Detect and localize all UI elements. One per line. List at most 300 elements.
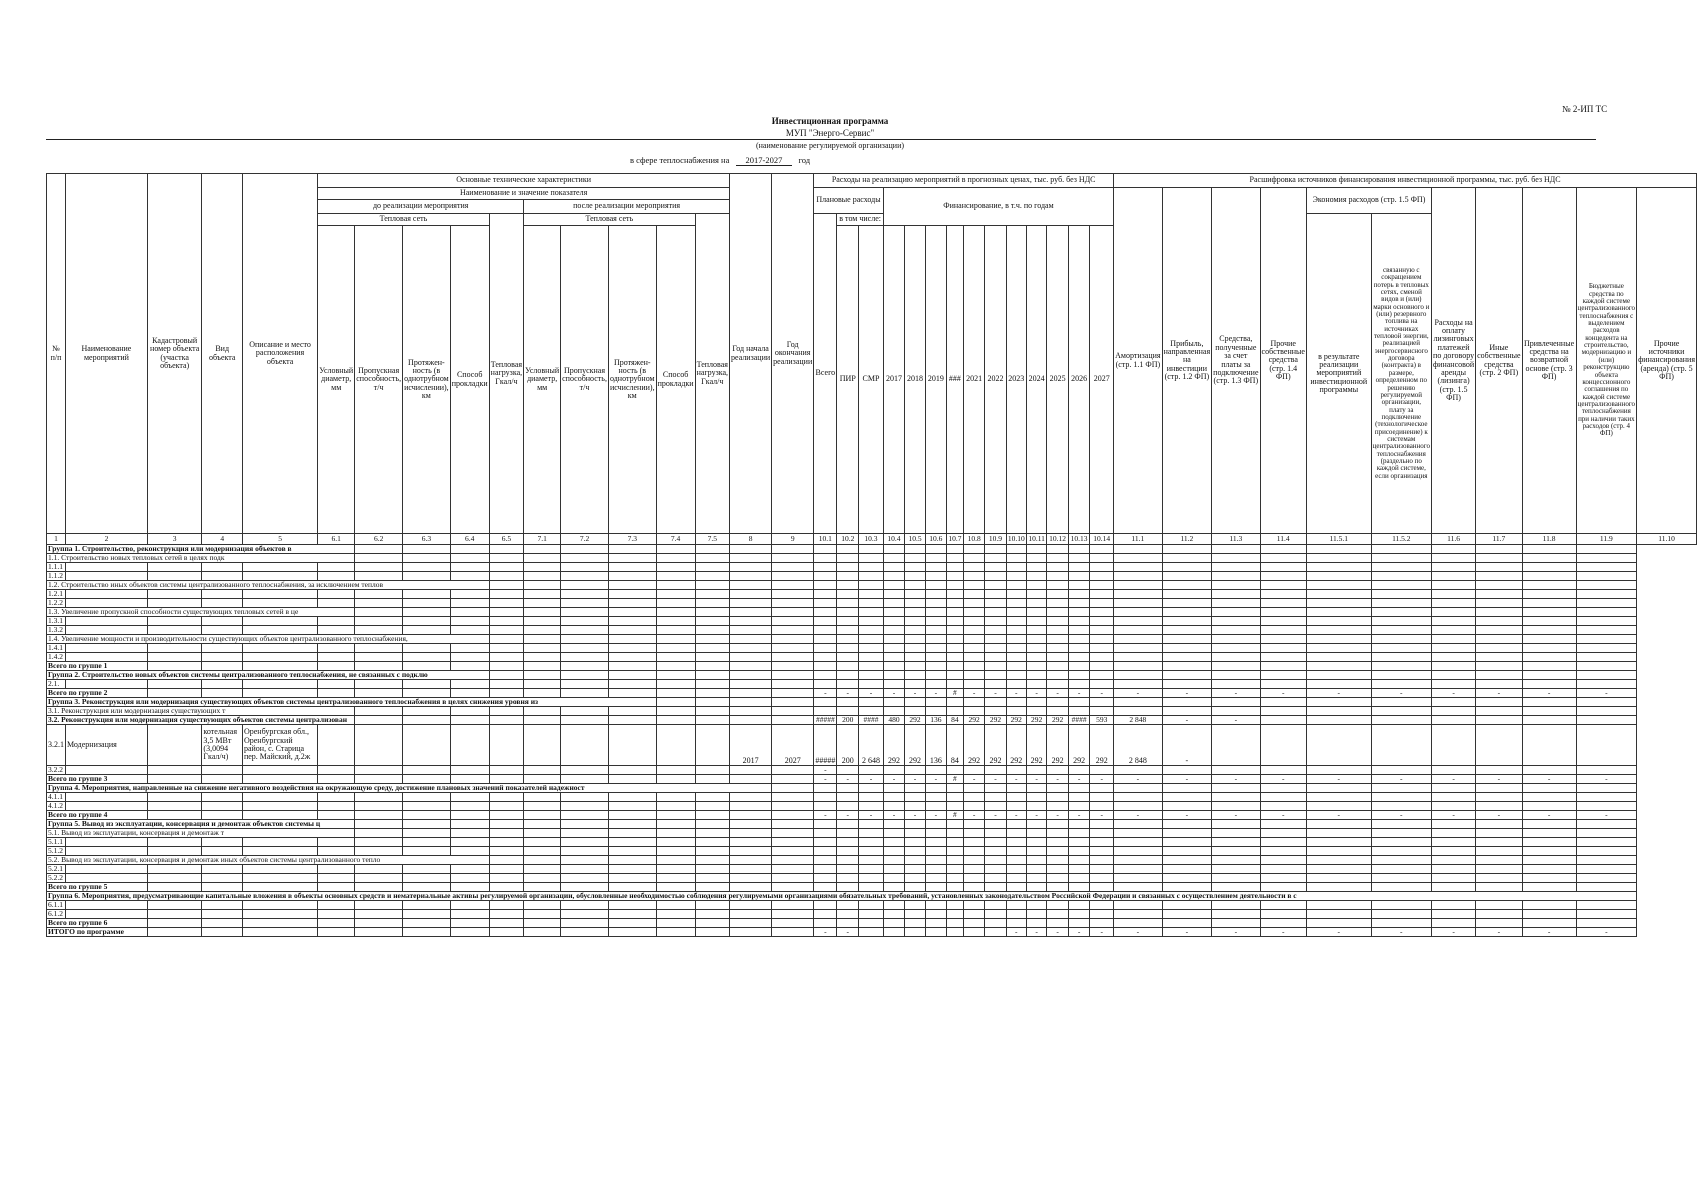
row-cell — [561, 572, 609, 581]
row-cell — [147, 793, 202, 802]
row-cell — [608, 883, 656, 892]
row-cell — [1114, 838, 1162, 847]
row-cell — [403, 838, 451, 847]
row-cell — [859, 883, 884, 892]
row-cell — [1114, 829, 1162, 838]
row-cell — [656, 626, 695, 635]
row-label: 3.1. Реконструкция или модернизация существующих т — [47, 707, 355, 716]
row-cell — [814, 626, 837, 635]
row-cell — [608, 865, 656, 874]
row-cell — [1432, 865, 1476, 874]
row-cell — [450, 901, 489, 910]
table-row — [47, 820, 1697, 829]
row-cell — [1260, 608, 1306, 617]
row-cell — [985, 590, 1006, 599]
row-cell — [561, 793, 609, 802]
row-cell — [925, 581, 946, 590]
column-number: 6.3 — [403, 534, 451, 545]
row-cell — [925, 784, 946, 793]
row-cell — [837, 617, 859, 626]
row-cell — [318, 811, 355, 820]
row-cell — [1162, 572, 1212, 581]
row-cell — [772, 563, 814, 572]
row-cell — [985, 644, 1006, 653]
row-cell — [1576, 545, 1637, 554]
row-cell — [925, 766, 946, 775]
header-year-8: 2025 — [1047, 226, 1069, 534]
row-cell — [450, 572, 489, 581]
row-cell — [1522, 865, 1576, 874]
table-row — [47, 653, 1697, 662]
row-cell — [1162, 883, 1212, 892]
row-cell: - — [1212, 928, 1260, 937]
row-cell — [608, 775, 656, 784]
table-row — [47, 811, 1697, 820]
header-borrowed: Привлеченные средства на возвратной основе (стр. 3 ФП) — [1522, 188, 1576, 534]
row-cell — [1306, 635, 1371, 644]
row-cell — [1047, 874, 1069, 883]
row-cell: - — [1026, 689, 1046, 698]
row-cell — [1026, 572, 1046, 581]
row-cell — [561, 590, 609, 599]
row-cell — [695, 883, 729, 892]
row-cell — [1212, 554, 1260, 563]
row-cell — [524, 599, 561, 608]
row-cell — [1576, 554, 1637, 563]
title-underline — [46, 139, 1596, 140]
row-cell: - — [1212, 811, 1260, 820]
row-cell — [695, 775, 729, 784]
row-cell — [946, 793, 963, 802]
row-cell — [1162, 671, 1212, 680]
row-cell: 292 — [964, 725, 985, 766]
row-cell — [1432, 680, 1476, 689]
row-cell — [1371, 563, 1431, 572]
row-cell — [1006, 599, 1026, 608]
row-cell — [608, 653, 656, 662]
row-cell: 292 — [1006, 716, 1026, 725]
row-cell — [318, 847, 355, 856]
row-cell — [1068, 847, 1090, 856]
row-cell — [489, 680, 523, 689]
row-cell: - — [1260, 689, 1306, 698]
row-label: 5.1. Вывод из эксплуатации, консервация и демонтаж т — [47, 829, 355, 838]
row-cell — [1260, 874, 1306, 883]
row-cell — [883, 581, 904, 590]
row-cell — [695, 829, 729, 838]
row-cell — [883, 910, 904, 919]
row-cell — [946, 572, 963, 581]
row-cell — [946, 644, 963, 653]
row-cell — [905, 617, 926, 626]
row-cell — [1522, 653, 1576, 662]
row-cell — [1006, 865, 1026, 874]
row-cell — [489, 608, 523, 617]
row-cell — [837, 581, 859, 590]
row-cell — [1026, 802, 1046, 811]
row-cell — [1371, 572, 1431, 581]
row-cell — [403, 820, 451, 829]
row-cell: 292 — [905, 725, 926, 766]
row-cell — [1006, 617, 1026, 626]
row-cell — [814, 865, 837, 874]
row-cell — [946, 680, 963, 689]
row-cell — [403, 653, 451, 662]
row-cell — [202, 653, 243, 662]
row-cell — [561, 626, 609, 635]
row-cell — [66, 599, 148, 608]
row-cell — [1047, 599, 1069, 608]
row-cell — [730, 838, 772, 847]
row-cell — [403, 689, 451, 698]
row-cell — [772, 919, 814, 928]
row-cell — [608, 874, 656, 883]
row-cell — [1006, 608, 1026, 617]
row-cell — [925, 847, 946, 856]
row-cell — [1476, 838, 1522, 847]
row-label: 1.1. Строительство новых тепловых сетей в целях подк — [47, 554, 355, 563]
header-lease: Расходы на оплату лизинговых платежей по договору финансовой аренды (лизинга) (стр. 1.5 ФП) — [1432, 188, 1476, 534]
row-cell — [730, 856, 772, 865]
table-row — [47, 563, 1697, 572]
table-row — [47, 698, 1697, 707]
row-cell — [202, 910, 243, 919]
row-cell — [1026, 766, 1046, 775]
row-cell — [772, 680, 814, 689]
row-cell — [1260, 599, 1306, 608]
row-cell — [730, 811, 772, 820]
row-cell — [964, 545, 985, 554]
row-label: 6.1.2 — [47, 910, 66, 919]
row-cell — [489, 572, 523, 581]
row-cell — [1068, 838, 1090, 847]
row-cell — [883, 919, 904, 928]
column-number: 11.8 — [1522, 534, 1576, 545]
row-cell — [883, 698, 904, 707]
row-cell — [1306, 581, 1371, 590]
row-cell — [946, 581, 963, 590]
row-cell — [925, 829, 946, 838]
row-cell — [489, 883, 523, 892]
row-cell: 292 — [1068, 725, 1090, 766]
row-cell — [883, 545, 904, 554]
row-cell — [450, 919, 489, 928]
period-suffix: год — [798, 155, 811, 165]
column-number: 1 — [47, 534, 66, 545]
row-cell — [859, 698, 884, 707]
row-cell — [985, 545, 1006, 554]
row-cell — [1068, 829, 1090, 838]
row-cell — [1212, 635, 1260, 644]
row-cell — [1306, 680, 1371, 689]
row-cell: - — [1114, 928, 1162, 937]
row-cell — [450, 725, 489, 766]
row-cell — [730, 901, 772, 910]
table-row — [47, 847, 1697, 856]
table-row — [47, 662, 1697, 671]
row-cell — [355, 608, 403, 617]
column-number: 10.3 — [859, 534, 884, 545]
row-cell — [905, 698, 926, 707]
row-cell — [905, 599, 926, 608]
row-cell — [1306, 883, 1371, 892]
row-cell — [608, 545, 656, 554]
row-cell: - — [1522, 928, 1576, 937]
row-cell — [202, 766, 243, 775]
row-cell — [318, 590, 355, 599]
header-laying-after: Способ прокладки — [656, 226, 695, 534]
row-cell — [1090, 590, 1114, 599]
row-cell — [450, 554, 489, 563]
row-cell — [1026, 847, 1046, 856]
row-cell — [242, 874, 317, 883]
table-row — [47, 865, 1697, 874]
row-cell — [730, 766, 772, 775]
row-cell — [946, 784, 963, 793]
row-cell — [355, 563, 403, 572]
row-cell — [946, 766, 963, 775]
row-cell — [489, 617, 523, 626]
row-cell — [695, 617, 729, 626]
row-cell — [202, 901, 243, 910]
row-cell — [946, 865, 963, 874]
row-cell — [450, 775, 489, 784]
cell-r321_name: Модернизация — [66, 725, 148, 766]
row-cell — [202, 919, 243, 928]
row-cell — [242, 838, 317, 847]
row-cell — [1068, 617, 1090, 626]
row-cell: - — [1068, 928, 1090, 937]
row-cell — [1162, 599, 1212, 608]
row-cell — [985, 581, 1006, 590]
row-cell — [905, 635, 926, 644]
row-cell — [242, 766, 317, 775]
row-cell — [450, 590, 489, 599]
row-cell — [905, 766, 926, 775]
row-cell — [985, 766, 1006, 775]
header-economy: Экономия расходов (стр. 1.5 ФП) — [1306, 188, 1431, 214]
table-header — [47, 174, 1697, 534]
header-financing: Финансирование, в т.ч. по годам — [883, 188, 1113, 226]
row-cell — [1114, 766, 1162, 775]
row-cell — [524, 680, 561, 689]
row-cell — [1522, 644, 1576, 653]
row-cell — [695, 766, 729, 775]
row-cell — [403, 725, 451, 766]
row-cell — [883, 766, 904, 775]
row-cell — [814, 599, 837, 608]
row-cell — [883, 820, 904, 829]
header-no: № п/п — [47, 174, 66, 534]
row-cell: - — [1576, 689, 1637, 698]
row-cell — [242, 802, 317, 811]
row-cell — [1006, 802, 1026, 811]
row-cell: - — [883, 689, 904, 698]
row-cell — [1068, 856, 1090, 865]
row-cell: - — [985, 775, 1006, 784]
row-cell — [1576, 599, 1637, 608]
row-cell — [1576, 572, 1637, 581]
row-cell: 292 — [1026, 716, 1046, 725]
row-cell — [1090, 653, 1114, 662]
column-number: 10.11 — [1028, 534, 1045, 544]
row-cell — [859, 608, 884, 617]
row-cell — [695, 698, 729, 707]
row-cell — [450, 874, 489, 883]
row-cell — [1260, 865, 1306, 874]
row-cell: - — [1006, 775, 1026, 784]
row-cell: - — [1576, 775, 1637, 784]
row-cell — [946, 901, 963, 910]
row-cell — [1006, 590, 1026, 599]
row-cell — [524, 626, 561, 635]
row-cell — [1114, 608, 1162, 617]
table-row — [47, 856, 1697, 865]
row-label: Группа 2. Строительство новых объектов системы централизованного теплоснабжения, не связанных с подклю — [47, 671, 490, 680]
row-cell — [403, 545, 451, 554]
row-cell — [883, 784, 904, 793]
row-cell — [656, 554, 695, 563]
row-cell — [883, 662, 904, 671]
row-cell — [946, 554, 963, 563]
row-cell: - — [1212, 775, 1260, 784]
row-cell — [1026, 883, 1046, 892]
column-number: 6.1 — [318, 534, 355, 545]
row-cell — [1090, 766, 1114, 775]
row-cell — [608, 910, 656, 919]
row-cell — [1576, 919, 1637, 928]
row-cell — [1306, 608, 1371, 617]
row-cell — [147, 883, 202, 892]
row-cell — [925, 626, 946, 635]
row-cell — [355, 811, 403, 820]
row-cell — [1068, 784, 1090, 793]
row-cell — [489, 545, 523, 554]
row-cell — [147, 901, 202, 910]
row-cell — [985, 572, 1006, 581]
row-cell — [1162, 545, 1212, 554]
row-cell — [695, 874, 729, 883]
row-cell — [147, 653, 202, 662]
row-cell: ##### — [814, 725, 837, 766]
row-cell — [837, 910, 859, 919]
row-cell — [946, 820, 963, 829]
row-cell — [524, 716, 561, 725]
row-cell — [1047, 784, 1069, 793]
row-cell: - — [1026, 775, 1046, 784]
row-cell: - — [1260, 928, 1306, 937]
row-cell — [489, 910, 523, 919]
row-cell — [608, 581, 656, 590]
row-cell — [1006, 847, 1026, 856]
row-cell: - — [1476, 811, 1522, 820]
row-cell — [242, 775, 317, 784]
row-cell — [883, 590, 904, 599]
row-cell — [814, 680, 837, 689]
row-cell: - — [1047, 928, 1069, 937]
row-cell — [1260, 653, 1306, 662]
row-cell — [905, 590, 926, 599]
row-cell — [1047, 671, 1069, 680]
table-row — [47, 626, 1697, 635]
header-laying-before: Способ прокладки — [450, 226, 489, 534]
row-cell — [318, 599, 355, 608]
row-cell — [561, 775, 609, 784]
row-cell — [859, 572, 884, 581]
row-cell — [1090, 784, 1114, 793]
row-cell — [608, 820, 656, 829]
row-cell — [1260, 784, 1306, 793]
row-cell — [656, 811, 695, 820]
row-cell — [1114, 793, 1162, 802]
row-cell — [883, 608, 904, 617]
row-cell — [318, 644, 355, 653]
row-cell: 292 — [1047, 716, 1069, 725]
row-cell — [1476, 874, 1522, 883]
row-cell — [1522, 572, 1576, 581]
row-cell — [1162, 617, 1212, 626]
row-cell — [905, 662, 926, 671]
header-costs: Расходы на реализацию мероприятий в прогнозных ценах, тыс. руб. без НДС — [814, 174, 1114, 188]
row-cell — [489, 775, 523, 784]
row-cell — [730, 698, 772, 707]
row-cell — [1371, 662, 1431, 671]
row-cell — [883, 680, 904, 689]
header-year-0: 2017 — [883, 226, 904, 534]
row-cell — [964, 671, 985, 680]
row-cell — [1006, 784, 1026, 793]
row-cell — [1212, 698, 1260, 707]
row-cell — [1090, 563, 1114, 572]
row-cell — [1006, 644, 1026, 653]
row-cell — [1047, 608, 1069, 617]
row-cell — [695, 608, 729, 617]
row-cell — [946, 802, 963, 811]
row-cell: - — [1006, 811, 1026, 820]
row-cell — [1576, 653, 1637, 662]
row-cell — [946, 635, 963, 644]
row-cell — [964, 635, 985, 644]
row-cell — [1522, 802, 1576, 811]
row-cell: 2 848 — [1114, 725, 1162, 766]
row-cell: - — [1432, 689, 1476, 698]
row-cell — [772, 689, 814, 698]
row-cell — [695, 802, 729, 811]
row-cell — [814, 608, 837, 617]
row-cell — [1026, 608, 1046, 617]
row-cell — [946, 599, 963, 608]
row-cell — [403, 590, 451, 599]
row-cell — [608, 662, 656, 671]
row-cell — [730, 626, 772, 635]
row-cell — [695, 545, 729, 554]
row-label: Всего по группе 3 — [47, 775, 148, 784]
row-cell — [524, 653, 561, 662]
investment-table — [46, 173, 1697, 937]
row-cell — [1006, 793, 1026, 802]
row-cell — [242, 847, 317, 856]
row-cell — [1212, 901, 1260, 910]
row-cell — [242, 811, 317, 820]
row-cell: - — [1576, 928, 1637, 937]
table-row — [47, 793, 1697, 802]
row-cell — [1306, 644, 1371, 653]
row-cell — [772, 775, 814, 784]
row-cell — [695, 811, 729, 820]
organization-name: МУП "Энерго-Сервис" — [785, 128, 875, 138]
row-cell: - — [814, 689, 837, 698]
row-cell — [985, 653, 1006, 662]
